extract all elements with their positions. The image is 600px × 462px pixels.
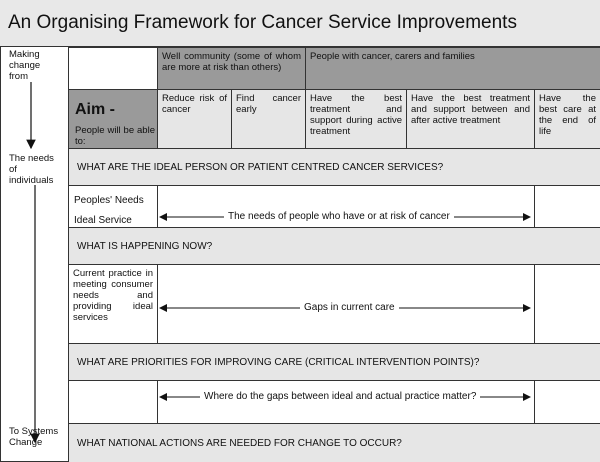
col-after-treatment: Have the best treatment and support between and after active treatment bbox=[406, 89, 534, 148]
left-axis-top-label: Making change from bbox=[9, 49, 41, 82]
section-heading-priorities: WHAT ARE PRIORITIES FOR IMPROVING CARE (CRITICAL INTERVENTION POINTS)? bbox=[68, 343, 600, 380]
peoples-needs-label: Peoples' Needs bbox=[74, 195, 144, 206]
col-end-of-life: Have the best care at the end of life bbox=[534, 89, 600, 148]
col-find-early: Find cancer early bbox=[231, 89, 305, 148]
col-active-treatment: Have the best treatment and support during active treatment bbox=[305, 89, 406, 148]
section-heading-national: WHAT NATIONAL ACTIONS ARE NEEDED FOR CHANGE TO OCCUR? bbox=[68, 423, 600, 462]
section-heading-now: WHAT IS HAPPENING NOW? bbox=[68, 227, 600, 264]
priorities-arrow-text: Where do the gaps between ideal and actual practice matter? bbox=[200, 391, 480, 402]
diagram-title: An Organising Framework for Cancer Service Improvements bbox=[8, 12, 517, 33]
ideal-service-label: Ideal Service bbox=[74, 215, 132, 226]
aim-title: Aim - bbox=[75, 101, 115, 118]
col-reduce-risk: Reduce risk of cancer bbox=[157, 89, 231, 148]
people-with-cancer-header: People with cancer, carers and families bbox=[305, 47, 600, 89]
current-practice-cell: Current practice in meeting consumer needs and providing ideal services bbox=[68, 264, 157, 343]
aim-subtitle: People will be able to: bbox=[75, 125, 155, 147]
section-heading-ideal: WHAT ARE THE IDEAL PERSON OR PATIENT CENTRED CANCER SERVICES? bbox=[68, 148, 600, 185]
needs-arrow-text: The needs of people who have or at risk of cancer bbox=[224, 211, 454, 222]
well-community-header: Well community (some of whom are more at risk than others) bbox=[157, 47, 305, 89]
left-axis-bottom-label: To Systems Change bbox=[9, 426, 59, 448]
gaps-arrow-text: Gaps in current care bbox=[300, 302, 399, 313]
left-axis-middle-label: The needs of individuals bbox=[9, 153, 54, 186]
